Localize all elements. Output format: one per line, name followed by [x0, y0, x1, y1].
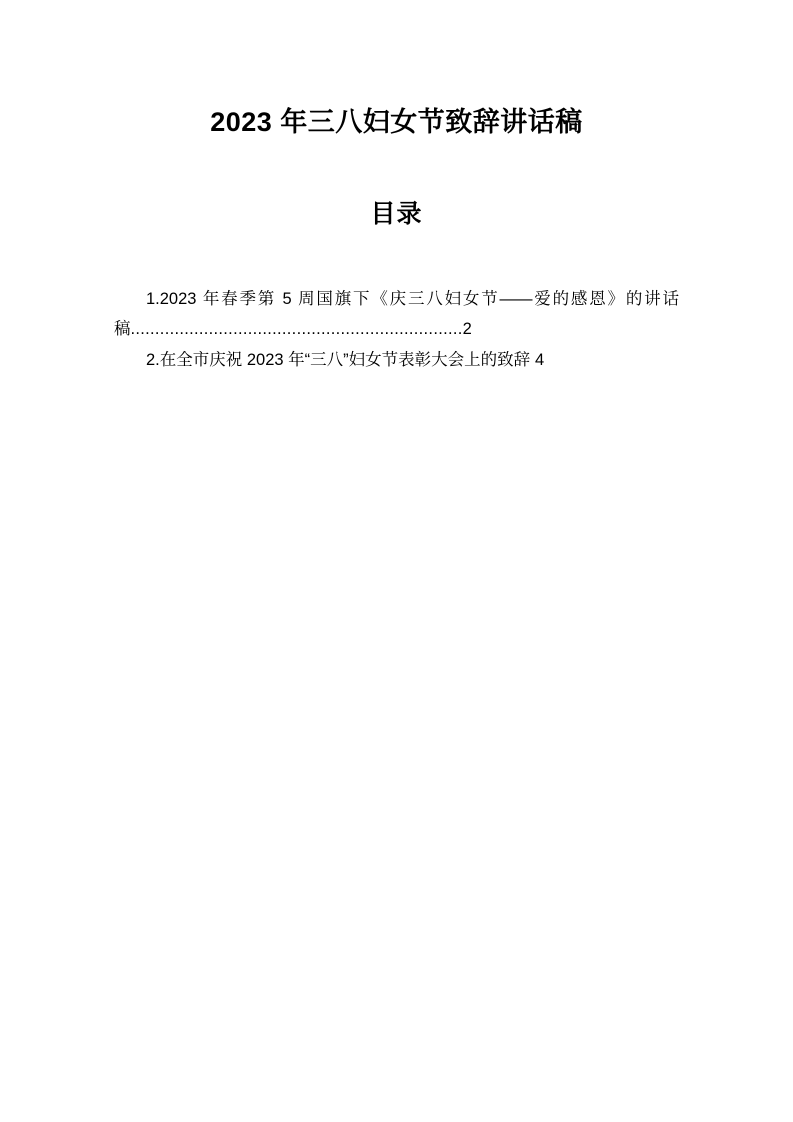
table-of-contents-heading: 目录 [370, 199, 423, 228]
toc-item[interactable] [114, 284, 679, 345]
toc-item-leader: .................................................................... [130, 320, 463, 339]
toc-item-label: 2.在全市庆祝 2023 年“三八”妇女节表彰大会上的致辞 [146, 350, 531, 369]
toc-item[interactable] [114, 345, 679, 376]
toc-item-page-number: 4 [535, 350, 545, 369]
page-title: 2023 年三八妇女节致辞讲话稿 [210, 107, 583, 137]
toc-item-label: 1.2023 年春季第 5 周国旗下《庆三八妇女节——爱的感恩》的讲话稿 [114, 289, 679, 339]
toc-item-page-number: 2 [462, 320, 472, 339]
table-of-contents [114, 230, 679, 376]
